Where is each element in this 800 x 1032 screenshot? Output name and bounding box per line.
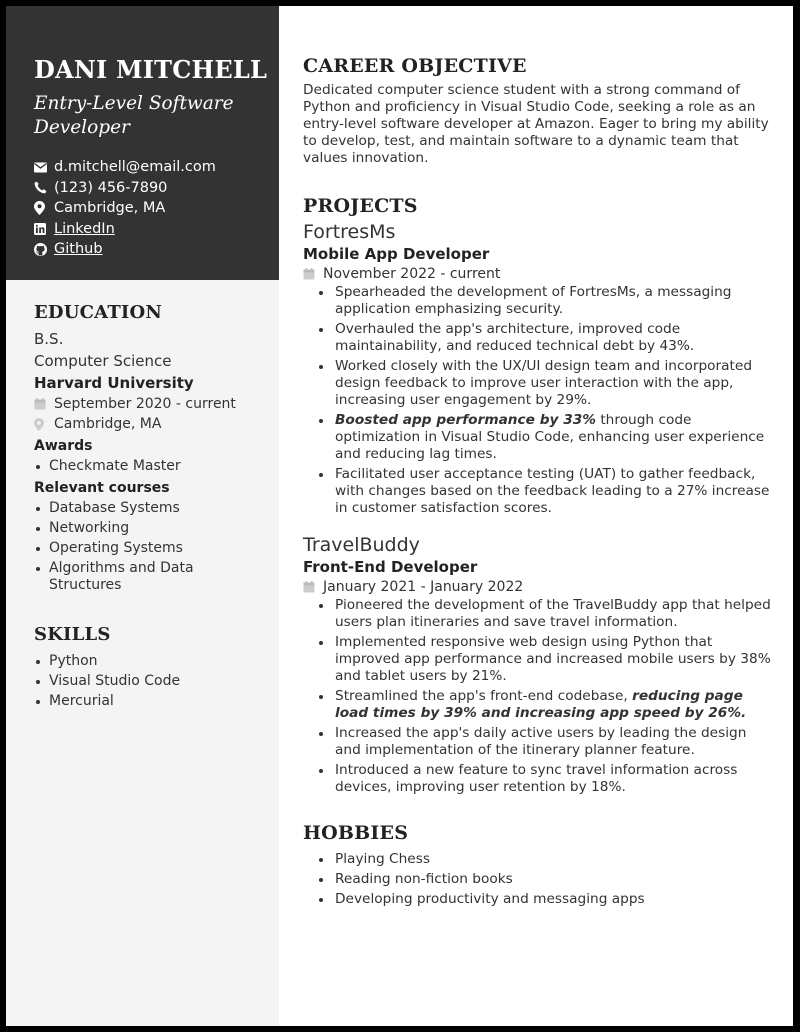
email-text: d.mitchell@email.com: [54, 159, 216, 176]
map-pin-icon: [34, 418, 54, 431]
skills-list: [34, 653, 269, 710]
contact-location: [34, 198, 269, 219]
list-item: Worked closely with the UX/UI design team and incorporated design feedback to improve user interaction with the app, increasing user engagement by 29%.: [303, 358, 773, 409]
list-item: Developing productivity and messaging apps: [303, 891, 773, 908]
field-of-study: Computer Science: [34, 352, 172, 370]
project-entry: [303, 533, 773, 796]
list-item: [303, 688, 773, 722]
list-item: Spearheaded the development of FortresMs, a messaging application emphasizing security.: [303, 284, 773, 318]
project-bullets: [303, 597, 773, 796]
project-entry: [303, 220, 773, 517]
hobbies-list: [303, 851, 773, 908]
school-name: Harvard University: [34, 374, 194, 392]
list-item: Pioneered the development of the TravelBuddy app that helped users plan itineraries and save travel information.: [303, 597, 773, 631]
contact-phone: [34, 178, 269, 199]
list-item: Operating Systems: [34, 540, 269, 557]
sidebar-body: [6, 280, 279, 710]
project-dates-text: November 2022 - current: [323, 266, 501, 282]
list-item: Facilitated user acceptance testing (UAT) to gather feedback, with changes based on the feedback leading to a 27% increase in customer satisfaction scores.: [303, 466, 773, 517]
contact-linkedin[interactable]: [34, 219, 269, 240]
bold-phrase: reducing page load times by 39% and increasing app speed by 26%.: [335, 688, 747, 721]
objective-text: Dedicated computer science student with a strong command of Python and proficiency in Visual Studio Code, seeking a role as an entry-level software developer at Amazon. Eager to bring my ability to develop, test, and maintain software to a dynamic team that values innovation.: [303, 82, 769, 166]
hobbies-heading: HOBBIES: [303, 822, 409, 844]
calendar-icon: [303, 268, 323, 280]
bullet-text: through code optimization in Visual Studio Code, enhancing user experience and reducing lag times.: [335, 412, 765, 462]
list-item: Overhauled the app's architecture, improved code maintainability, and reduced technical debt by 43%.: [303, 321, 773, 355]
education-location-text: Cambridge, MA: [54, 416, 162, 432]
project-role: Mobile App Developer: [303, 245, 490, 263]
phone-text: (123) 456-7890: [54, 179, 168, 196]
project-dates: [303, 264, 773, 284]
list-item: Networking: [34, 520, 269, 537]
calendar-icon: [34, 398, 54, 410]
list-item: Playing Chess: [303, 851, 773, 868]
sidebar: [6, 6, 279, 1026]
map-pin-icon: [34, 201, 54, 215]
projects-heading: PROJECTS: [303, 195, 418, 217]
list-item: Reading non-fiction books: [303, 871, 773, 888]
list-item: Python: [34, 653, 269, 670]
header-block: [6, 6, 279, 280]
list-item: Increased the app's daily active users by leading the design and implementation of the itinerary planner feature.: [303, 725, 773, 759]
linkedin-icon: [34, 223, 54, 235]
linkedin-link[interactable]: LinkedIn: [54, 220, 115, 237]
courses-list: [34, 500, 269, 594]
candidate-title: Entry-Level Software Developer: [34, 93, 234, 138]
awards-list: [34, 458, 269, 475]
candidate-name: DANI MITCHELL: [34, 55, 268, 84]
skills-heading: SKILLS: [34, 624, 111, 645]
project-name: FortresMs: [303, 221, 396, 243]
education-heading: EDUCATION: [34, 302, 163, 323]
project-dates: [303, 577, 773, 597]
project-role: Front-End Developer: [303, 558, 478, 576]
list-item: Visual Studio Code: [34, 673, 269, 690]
education-dates: [34, 394, 269, 414]
degree: B.S.: [34, 330, 64, 348]
location-text: Cambridge, MA: [54, 200, 166, 217]
main-column: [303, 6, 773, 911]
calendar-icon: [303, 581, 323, 593]
contact-list: [34, 157, 269, 260]
list-item: Algorithms and Data Structures: [34, 560, 269, 594]
courses-heading: Relevant courses: [34, 480, 170, 496]
contact-email: [34, 157, 269, 178]
education-location: [34, 414, 269, 434]
project-dates-text: January 2021 - January 2022: [323, 579, 524, 595]
list-item: [303, 412, 773, 463]
list-item: Checkmate Master: [34, 458, 269, 475]
contact-github[interactable]: [34, 239, 269, 260]
envelope-icon: [34, 162, 54, 173]
github-link[interactable]: Github: [54, 241, 103, 258]
list-item: Implemented responsive web design using Python that improved app performance and increased mobile users by 38% and tablet users by 21%.: [303, 634, 773, 685]
project-bullets: [303, 284, 773, 517]
github-icon: [34, 243, 54, 256]
education-dates-text: September 2020 - current: [54, 396, 236, 412]
bold-phrase: Boosted app performance by 33%: [335, 412, 596, 428]
objective-heading: CAREER OBJECTIVE: [303, 55, 527, 77]
list-item: Database Systems: [34, 500, 269, 517]
list-item: Introduced a new feature to sync travel information across devices, improving user retention by 18%.: [303, 762, 773, 796]
project-name: TravelBuddy: [303, 534, 420, 556]
awards-heading: Awards: [34, 438, 93, 454]
list-item: Mercurial: [34, 693, 269, 710]
bullet-text: Streamlined the app's front-end codebase,: [335, 688, 633, 704]
resume-page: [6, 6, 793, 1026]
phone-icon: [34, 181, 54, 194]
